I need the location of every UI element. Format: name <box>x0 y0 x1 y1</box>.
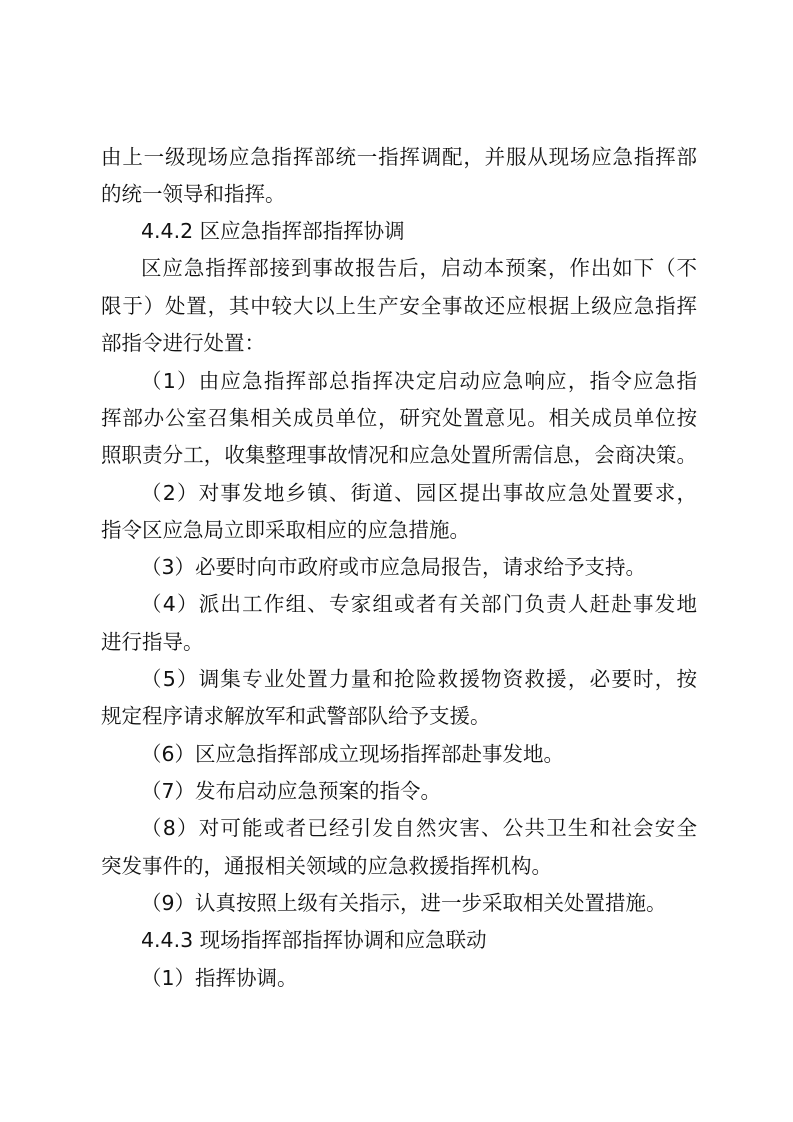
list-item-3: （3）必要时向市政府或市应急局报告，请求给予支持。 <box>141 555 647 579</box>
paragraph-line: 区应急指挥部接到事故报告后，启动本预案，作出如下（不 <box>141 256 697 280</box>
paragraph-line: 由上一级现场应急指挥部统一指挥调配，并服从现场应急指挥部 <box>101 145 697 169</box>
list-item-1: （1）由应急指挥部总指挥决定启动应急响应，指令应急指 <box>141 369 697 393</box>
paragraph-line: 的统一领导和指挥。 <box>101 182 286 206</box>
list-item-6: （6）区应急指挥部成立现场指挥部赴事发地。 <box>141 742 565 766</box>
paragraph-line: 进行指导。 <box>101 630 204 654</box>
subsection-item-1: （1）指挥协调。 <box>141 966 298 990</box>
list-item-7: （7）发布启动应急预案的指令。 <box>141 779 442 803</box>
paragraph-line: 挥部办公室召集相关成员单位，研究处置意见。相关成员单位按 <box>101 406 697 430</box>
paragraph-line: 限于）处置，其中较大以上生产安全事故还应根据上级应急指挥 <box>101 294 697 318</box>
list-item-9: （9）认真按照上级有关指示，进一步采取相关处置措施。 <box>141 891 667 915</box>
paragraph-line: 部指令进行处置： <box>101 331 265 355</box>
section-heading-4-4-2: 4.4.2 区应急指挥部指挥协调 <box>141 219 405 243</box>
list-item-2: （2）对事发地乡镇、街道、园区提出事故应急处置要求， <box>141 481 697 505</box>
list-item-5: （5）调集专业处置力量和抢险救援物资救援，必要时，按 <box>141 667 697 691</box>
list-item-4: （4）派出工作组、专家组或者有关部门负责人赶赴事发地 <box>141 592 697 616</box>
paragraph-line: 照职责分工，收集整理事故情况和应急处置所需信息，会商决策。 <box>101 443 697 467</box>
section-heading-4-4-3: 4.4.3 现场指挥部指挥协调和应急联动 <box>141 928 487 952</box>
list-item-8: （8）对可能或者已经引发自然灾害、公共卫生和社会安全 <box>141 816 697 840</box>
paragraph-line: 规定程序请求解放军和武警部队给予支援。 <box>101 704 491 728</box>
paragraph-line: 突发事件的，通报相关领域的应急救援指挥机构。 <box>101 854 552 878</box>
paragraph-line: 指令区应急局立即采取相应的应急措施。 <box>101 518 470 542</box>
